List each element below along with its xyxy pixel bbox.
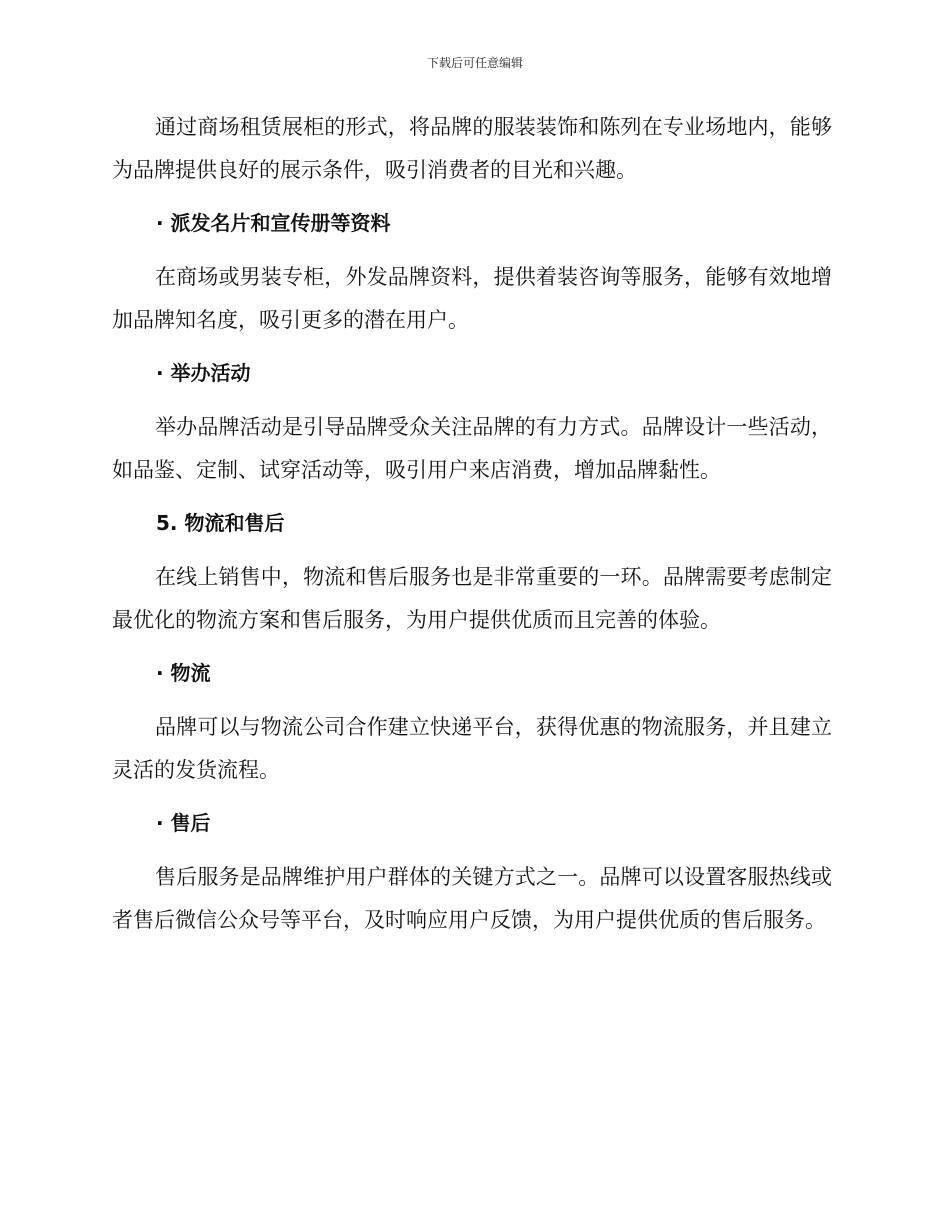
heading-distribute-materials: · 派发名片和宣传册等资料	[156, 211, 391, 235]
paragraph-logistics: 品牌可以与物流公司合作建立快递平台，获得优惠的物流服务，并且建立灵活的发货流程。	[112, 715, 832, 782]
spacer	[112, 545, 832, 556]
spacer	[112, 845, 832, 856]
paragraph-distribute-materials: 在商场或男装专柜，外发品牌资料，提供着装咨询等服务，能够有效地增加品牌知名度，吸引更多的潜在用户。	[112, 265, 832, 332]
spacer	[112, 642, 832, 652]
spacer	[112, 792, 832, 802]
paragraph-logistics-after-sales: 在线上销售中，物流和售后服务也是非常重要的一环。品牌需要考虑制定最优化的物流方案和售后服务，为用户提供优质而且完善的体验。	[112, 565, 832, 632]
document-body	[112, 106, 832, 942]
spacer	[112, 695, 832, 706]
heading-logistics: · 物流	[156, 661, 211, 685]
spacer	[112, 342, 832, 352]
spacer	[112, 245, 832, 256]
spacer	[112, 192, 832, 202]
spacer	[112, 492, 832, 502]
header-note: 下载后可任意编辑	[426, 56, 523, 70]
paragraph-hold-events: 举办品牌活动是引导品牌受众关注品牌的有力方式。品牌设计一些活动，如品鉴、定制、试穿活动等，吸引用户来店消费，增加品牌黏性。	[112, 415, 832, 482]
heading-logistics-after-sales: 5. 物流和售后	[156, 511, 285, 535]
paragraph-after-sales: 售后服务是品牌维护用户群体的关键方式之一。品牌可以设置客服热线或者售后微信公众号等平台，及时响应用户反馈，为用户提供优质的售后服务。	[112, 865, 832, 932]
heading-after-sales: · 售后	[156, 811, 211, 835]
paragraph-display-cabinet: 通过商场租赁展柜的形式，将品牌的服装装饰和陈列在专业场地内，能够为品牌提供良好的展示条件，吸引消费者的目光和兴趣。	[112, 115, 832, 182]
spacer	[112, 395, 832, 406]
heading-hold-events: · 举办活动	[156, 361, 251, 385]
